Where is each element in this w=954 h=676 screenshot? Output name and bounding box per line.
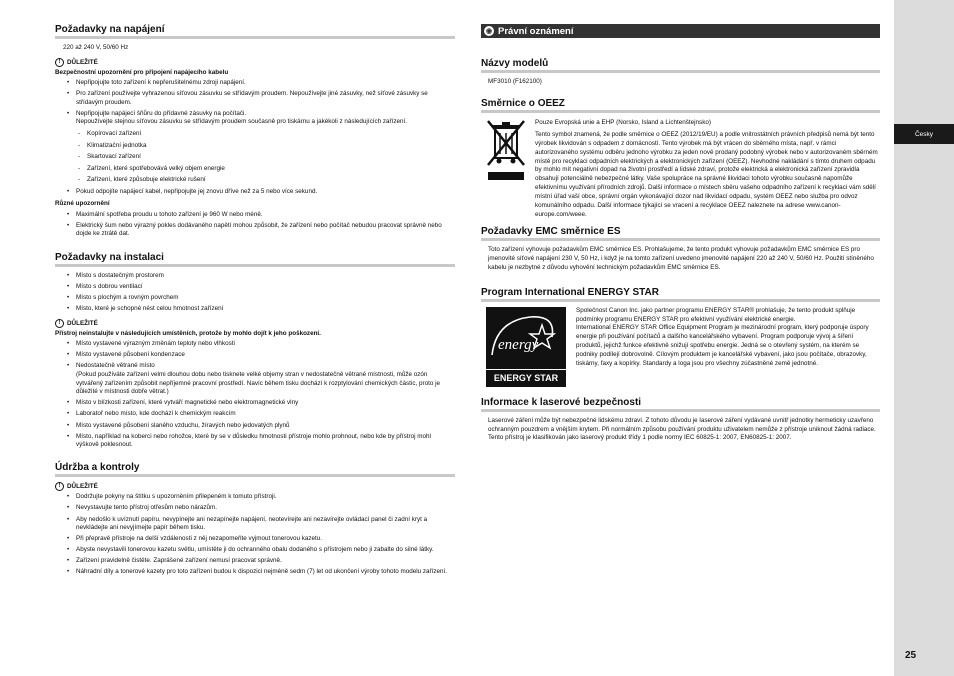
legal-notices-band: ◉ Právní oznámení [481,24,880,38]
warning-title: Přístroj neinstalujte v následujících umístěních, protože by mohlo dojít k jeho poškození. [55,329,321,337]
list-item: • Nepřipojujte toto zařízení k nepřerušitelnému zdroji napájení. [65,79,455,88]
misc-title: Různé upozornění [55,200,110,208]
list-item: • Místo s plochým a rovným povrchem [65,294,455,303]
list-item: • Místo, například na koberci nebo rohožce, které by se v důsledku hmotnosti přístroje mohlo prohnout, nebo kde by přístroj mohl výškově poklesnout. [65,433,455,450]
important-note: ! DŮLEŽITÉ [55,58,455,67]
warning-title: Bezpečnostní upozornění pro připojení napájecího kabelu [55,68,229,76]
list-item: • Maximální spotřeba proudu u tohoto zařízení je 960 W nebo méně. [65,211,455,220]
misc-list [55,211,455,239]
side-tab-strip [894,0,954,676]
important-icon: ! [55,482,64,491]
emc-heading: Požadavky EMC směrnice ES [481,226,880,241]
list-item: - Skartovací zařízení [78,153,455,162]
install-heading: Požadavky na instalaci [55,252,455,267]
list-item: • Dodržujte pokyny na štítku s upozorněním přilepeném k tomuto přístroji. [65,493,455,502]
list-item: • Nepřipojujte napájecí šňůru do přídavné zásuvky na počítači. Nepoužívejte stejnou síťovou zásuvku se střídavým proudem současně pro tiskárnu a jakékoli z následujících zařízení. [65,110,455,127]
list-item: • Místo s dostatečným prostorem [65,272,455,281]
list-item: • Pro zařízení používejte vyhrazenou síťovou zásuvku se střídavým proudem. Nepoužívejte jiné zásuvky, než síťové zásuvky se střídavým proudem. [65,90,455,107]
page-number: 25 [905,650,917,661]
crossed-bin-icon [486,119,526,181]
list-item: • Místo vystavené působení kondenzace [65,351,455,360]
power-heading: Požadavky na napájení [55,24,455,39]
laser-heading: Informace k laserové bezpečnosti [481,397,880,412]
power-sublist [55,130,455,185]
list-item: • Místo vystavené výrazným změnám teploty nebo vlhkosti [65,340,455,349]
list-item: • Pokud odpojíte napájecí kabel, nepřipojujte jej znovu dříve než za 5 nebo více sekund. [65,188,455,197]
weee-symbol [481,119,529,220]
power-list [55,79,455,127]
list-item: • Náhradní díly a tonerové kazety pro toto zařízení budou k dispozici nejméně sedm (7) let od ukončení výroby tohoto modelu zařízení. [65,568,455,577]
list-item: • Laboratoř nebo místo, kde dochází k chemickým reakcím [65,410,455,419]
list-item: - Zařízení, které způsobuje elektrické rušení [78,176,455,185]
maintenance-heading: Údržba a kontroly [55,462,455,477]
install-list [55,272,455,314]
list-item: • Místo v blízkosti zařízení, které vytváří magnetické nebo elektromagnetické vlny [65,399,455,408]
list-item: • Abyste nevystavili tonerovou kazetu světlu, umístěte ji do ochranného obalu dodaného s přístrojem nebo ji zabalte do silné látky. [65,546,455,555]
important-note: ! DŮLEŽITÉ [55,482,455,491]
list-item: - Kopírovací zařízení [78,130,455,139]
weee-heading: Směrnice o OEEZ [481,98,880,113]
laser-text: Laserové záření může být nebezpečné lidskému zdraví. Z tohoto důvodu je laserové záření vydávané uvnitř jednotky hermeticky uzavřeno ochranným pouzdrem a vnějším krytem. Při normálním způsobu používání produktu uživatelem nemůže z přístroje uniknout žádná radiace. Tento přístroj je klasifikován jako laserový produkt třídy 1 podle normy IEC 60825-1: 2007, EN60825-1: 2007. [488,416,876,442]
weee-block [481,119,880,220]
list-item: • Místo s dobrou ventilací [65,283,455,292]
energy-star-text: Společnost Canon Inc. jako partner programu ENERGY STAR® prohlašuje, že tento produkt splňuje podmínky programu ENERGY STAR pro efektivní využívání elektrické energie. International ENERGY STAR Office Equipment Program je mezinárodní program, který podporuje úspory energie při používání počítačů a dalšího kancelářského vybavení. Program podporuje vývoj a šíření produktů, jejichž funkce efektivně snižují spotřebu energie. Jedná se o otevřený systém, na kterém se podniky podílejí dobrovolně. Cílovým produktem je kancelářské vybavení, jako jsou počítače, obrazovky, tiskárny, faxy a kopírky. Standardy a loga jsou pro všechny zúčastněné země jednotné. [576,306,869,368]
weee-text: Tento symbol znamená, že podle směrnice o OEEZ (2012/19/EU) a podle vnitrostátních právních předpisů nemá být tento výrobek likvidován s odpadem z domácností. Tento výrobek má být vrácen do sběrného místa, např. v rámci autorizovaného systému odběru jednoho výrobku za jeden nově prodaný podobný výrobek nebo v autorizovaném sběrném místě pro recyklaci odpadních elektrických a elektronických zařízení (OEEZ). Nevhodné nakládání s tímto druhem odpadu by mohlo mít negativní dopad na životní prostředí a lidské zdraví, protože elektrická a elektronická zařízení zpravidla obsahují potenciálně nebezpečné látky. Vaše spolupráce na správné likvidaci tohoto výrobku současně napomůže efektivnímu využívání přírodních zdrojů. Další informace o místech sběru vašeho odpadního zařízení k recyklaci vám sdělí místní úřad vaší obce, správní orgán vykonávající dozor nad likvidací odpadu, systém OEEZ nebo služba pro odvoz komunálního odpadu. Další informace týkající se vracení a recyklace OEEZ naleznete na adrese www.canon-europe.com/weee. [535,130,878,218]
list-item: • Nedostatečně větrané místo (Pokud používáte zařízení velmi dlouhou dobu nebo tisknete velké objemy stran v nedostatečně větrané místnosti, může ozón vytvářený zařízením způsobit nepříjemné pracovní prostředí. Navíc během tisku dochází k rozptylování chemických částic, proto je důležité v místnosti dobře větrat.) [65,362,455,396]
weee-scope: Pouze Evropská unie a EHP (Norsko, Island a Lichtenštejnsko) [535,118,711,126]
list-item: • Nevystavujte tento přístroj otřesům nebo nárazům. [65,504,455,513]
list-item: • Místo vystavené působení slaného vzduchu, žíravých nebo jedovatých plynů [65,422,455,431]
bad-location-list [55,340,455,450]
energy-star-label: ENERGY STAR [486,369,566,383]
right-column [481,24,880,443]
list-item: • Místo, které je schopné nést celou hmotnost zařízení [65,305,455,314]
maintenance-list [55,493,455,577]
energy-star-block [481,307,880,387]
power-spec: 220 až 240 V, 50/60 Hz [63,44,129,51]
emc-text: Toto zařízení vyhovuje požadavkům EMC směrnice ES. Prohlašujeme, že tento produkt vyhovuje požadavkům EMC směrnice ES pro jmenovité síťové napájení 230 V, 50 Hz, i když je na tomto zařízení uvedeno jmenovité napájení 220 až 240 V, 50/60 Hz. Použití stíněného kabelu je nezbytné z důvodu vyhovění technickým požadavkům EMC směrnice ES. [488,245,874,271]
energy-star-icon [486,307,566,369]
energy-script: energy [498,336,539,353]
list-item: • Při přepravě přístroje na delší vzdálenosti z něj nezapomeňte vyjmout tonerovou kazetu. [65,535,455,544]
language-tab: Česky [894,124,954,144]
globe-icon: ◉ [485,28,493,35]
list-item: - Klimatizační jednotka [78,142,455,151]
list-item: • Zařízení pravidelně čistěte. Zaprášené zařízení nemusí pracovat správně. [65,557,455,566]
model-value: MF3010 (F162100) [488,78,542,85]
important-icon: ! [55,319,64,328]
models-heading: Názvy modelů [481,58,880,73]
list-item: • Aby nedošlo k uvíznutí papíru, nevypínejte ani nezapínejte napájení, neotevírejte ani nezavírejte ovládací panel či zadní kryt a nevkládejte ani nevyjímejte papír během tisku. [65,516,455,533]
important-icon: ! [55,58,64,67]
important-note: ! DŮLEŽITÉ [55,319,455,328]
list-item: • Elektrický šum nebo výrazný pokles dodávaného napětí mohou způsobit, že zařízení nebo počítač nebudou pracovat správně nebo dojde ke ztrátě dat. [65,222,455,239]
power-list-end [55,188,455,197]
energy-star-heading: Program International ENERGY STAR [481,287,880,302]
energy-star-logo [486,307,566,387]
list-item: - Zařízení, které spotřebovává velký objem energie [78,165,455,174]
left-column [55,24,455,577]
